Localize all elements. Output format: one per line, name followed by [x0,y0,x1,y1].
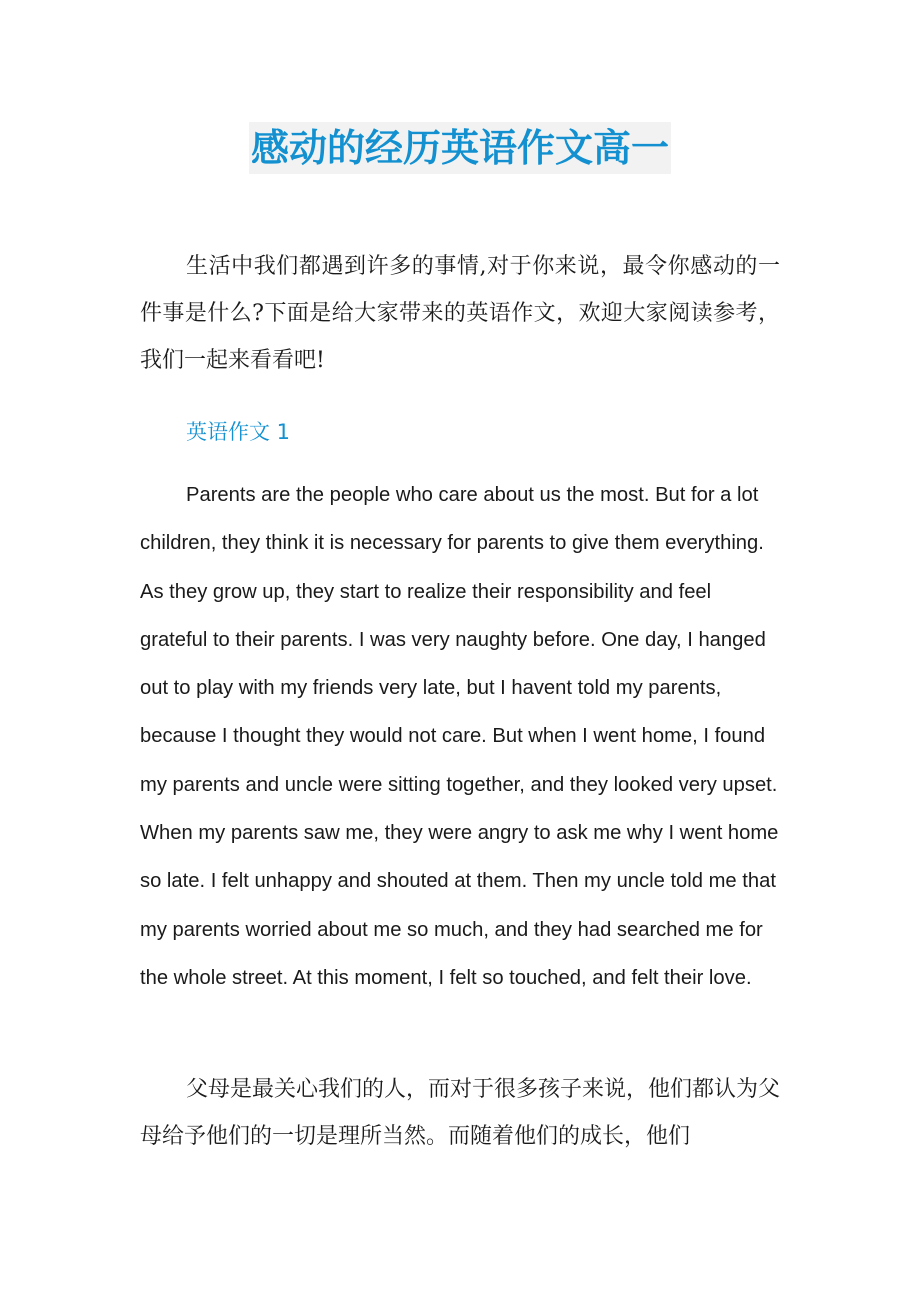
title-container [0,122,920,174]
essay-english-paragraph: Parents are the people who care about us the most. But for a lot children, they think it is necessary for parents to give them everything. As they grow up, they start to realize their responsibility and feel grateful to their parents. I was very naughty before. One day, I hanged out to play with my friends very late, but I havent told my parents, because I thought they would not care. But when I went home, I found my parents and uncle were sitting together, and they looked very upset. When my parents saw me, they were angry to ask me why I went home so late. I felt unhappy and shouted at them. Then my uncle told me that my parents worried about me so much, and they had searched me for the whole street. At this moment, I felt so touched, and felt their love. [140,484,779,989]
document-title: 感动的经历英语作文高一 [249,122,671,174]
essay-chinese-paragraph: 父母是最关心我们的人，而对于很多孩子来说，他们都认为父母给予他们的一切是理所当然。而随着他们的成长，他们 [140,1077,781,1149]
intro-paragraph: 生活中我们都遇到许多的事情,对于你来说，最令你感动的一件事是什么?下面是给大家带来的英语作文，欢迎大家阅读参考，我们一起来看看吧! [140,254,780,373]
section-heading: 英语作文 1 [186,420,291,444]
